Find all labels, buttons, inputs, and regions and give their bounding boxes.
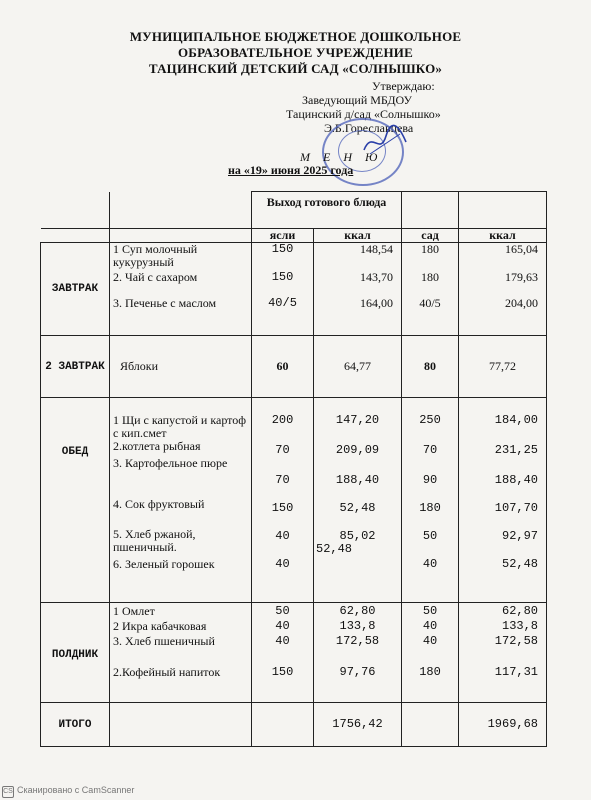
nursery-kcal: 209,09 <box>335 443 380 457</box>
garden-portion: 70 <box>422 443 438 457</box>
garden-portion: 180 <box>419 501 441 515</box>
nursery-kcal: 133,8 <box>339 619 376 633</box>
garden-portion: 50 <box>422 604 438 618</box>
nursery-kcal: 64,77 <box>314 336 402 398</box>
garden-portion: 80 <box>402 336 459 398</box>
garden-kcal: 107,70 <box>494 501 539 515</box>
dish-item: 2 Икра кабачковая <box>113 619 207 633</box>
approval-name: Э.Б.Гореславцева <box>324 121 414 135</box>
garden-kcal: 184,00 <box>494 413 539 427</box>
nursery-portion: 50 <box>275 604 290 618</box>
dish-item: 2.Кофейный напиток <box>113 665 221 679</box>
nursery-kcal: 148,54 <box>360 242 394 256</box>
col-kcal-garden-header: ккал <box>459 229 547 243</box>
dish-item: 1 Щи с капустой и картоф с кип.смет <box>113 413 247 440</box>
garden-portion: 50 <box>422 529 438 543</box>
dish-item: 4. Сок фруктовый <box>113 497 205 511</box>
garden-kcal: 204,00 <box>505 296 539 310</box>
menu-table <box>40 191 547 747</box>
meal-lunch: ОБЕД <box>41 398 110 603</box>
garden-portion: 250 <box>419 413 441 427</box>
breakfast-row <box>41 243 547 336</box>
scanner-watermark-text: Сканировано с CamScanner <box>17 785 135 795</box>
output-header: Выход готового блюда <box>252 192 402 229</box>
camscanner-logo-icon: CS <box>2 786 14 798</box>
dish-item: 3. Печенье с маслом <box>113 296 217 310</box>
afternoon-snack-row <box>41 603 547 703</box>
dish-item: 2. Чай с сахаром <box>113 270 198 284</box>
dish-item: 3. Картофельное пюре <box>113 456 228 470</box>
dish-item: 5. Хлеб ржаной, пшеничный. <box>113 527 196 554</box>
nursery-kcal: 143,70 <box>360 270 394 284</box>
nursery-portion: 150 <box>271 270 294 284</box>
org-name-line-3: ТАЦИНСКИЙ ДЕТСКИЙ САД «СОЛНЫШКО» <box>148 61 443 76</box>
nursery-kcal: 52,48 <box>316 542 353 556</box>
total-kcal-garden: 1969,68 <box>459 703 547 747</box>
total-row <box>41 703 547 747</box>
garden-portion: 40 <box>422 619 438 633</box>
garden-kcal: 172,58 <box>494 634 539 648</box>
col-nursery-header: ясли <box>252 229 314 243</box>
garden-portion: 40 <box>422 557 438 571</box>
menu-title: М Е Н Ю <box>300 150 383 164</box>
garden-kcal: 179,63 <box>505 270 539 284</box>
menu-date: на «19» июня 2025 года <box>228 163 354 177</box>
col-kcal-nursery-header: ккал <box>314 229 402 243</box>
table-header-row <box>41 192 547 229</box>
nursery-kcal: 172,58 <box>335 634 380 648</box>
meal-afternoon-snack: ПОЛДНИК <box>41 603 110 703</box>
second-breakfast-row <box>41 336 547 398</box>
nursery-portion: 150 <box>271 665 294 679</box>
nursery-kcal: 188,40 <box>335 473 380 487</box>
nursery-portion: 70 <box>275 443 290 457</box>
nursery-portion: 70 <box>275 473 290 487</box>
nursery-kcal: 97,76 <box>339 665 376 679</box>
nursery-portion: 40 <box>275 619 290 633</box>
nursery-kcal: 164,00 <box>360 296 394 310</box>
nursery-portion: 60 <box>252 336 314 398</box>
dish-item: 1 Омлет <box>113 604 155 618</box>
nursery-portion: 40/5 <box>268 296 297 310</box>
garden-kcal: 62,80 <box>502 604 539 618</box>
nursery-kcal: 85,02 <box>339 529 376 543</box>
garden-kcal: 231,25 <box>494 443 539 457</box>
garden-kcal: 77,72 <box>459 336 547 398</box>
total-kcal-nursery: 1756,42 <box>314 703 402 747</box>
dish-item: 3. Хлеб пшеничный <box>113 634 215 648</box>
org-name-line-1: МУНИЦИПАЛЬНОЕ БЮДЖЕТНОЕ ДОШКОЛЬНОЕ <box>129 29 462 44</box>
snack-dishes <box>110 603 252 703</box>
dish-item: 1 Суп молочный кукурузный <box>113 242 198 269</box>
nursery-portion: 150 <box>271 242 294 256</box>
garden-kcal: 117,31 <box>494 665 539 679</box>
dish-item: 6. Зеленый горошек <box>113 557 215 571</box>
lunch-dishes <box>110 398 252 603</box>
nursery-kcal: 52,48 <box>339 501 376 515</box>
garden-kcal: 165,04 <box>505 242 539 256</box>
scanner-watermark <box>0 785 134 798</box>
nursery-kcal: 147,20 <box>335 413 380 427</box>
garden-kcal: 188,40 <box>494 473 539 487</box>
nursery-portion: 40 <box>275 557 290 571</box>
dish-item: Яблоки <box>110 336 252 398</box>
garden-portion: 180 <box>421 242 440 256</box>
approval-organization: Тацинский д/сад «Солнышко» <box>286 107 441 121</box>
garden-kcal: 133,8 <box>502 619 539 633</box>
table-subheader-row <box>41 229 547 243</box>
approval-position: Заведующий МБДОУ <box>302 93 413 107</box>
garden-portion: 180 <box>419 665 441 679</box>
garden-kcal: 52,48 <box>502 557 539 571</box>
nursery-portion: 200 <box>271 413 294 427</box>
total-label: ИТОГО <box>41 703 110 747</box>
meal-second-breakfast: 2 ЗАВТРАК <box>41 336 110 398</box>
meal-breakfast: ЗАВТРАК <box>41 243 110 336</box>
garden-portion: 40 <box>422 634 438 648</box>
nursery-portion: 40 <box>275 634 290 648</box>
approval-label: Утверждаю: <box>372 79 435 93</box>
dish-item: 2.котлета рыбная <box>113 439 201 453</box>
garden-portion: 90 <box>422 473 438 487</box>
lunch-row <box>41 398 547 603</box>
garden-portion: 180 <box>421 270 440 284</box>
org-name-line-2: ОБРАЗОВАТЕЛЬНОЕ УЧРЕЖДЕНИЕ <box>178 45 413 60</box>
nursery-portion: 40 <box>275 529 290 543</box>
breakfast-dishes <box>110 243 252 336</box>
nursery-portion: 150 <box>271 501 294 515</box>
garden-portion: 40/5 <box>419 296 441 310</box>
nursery-kcal: 62,80 <box>339 604 376 618</box>
col-garden-header: сад <box>402 229 459 243</box>
garden-kcal: 92,97 <box>502 529 539 543</box>
